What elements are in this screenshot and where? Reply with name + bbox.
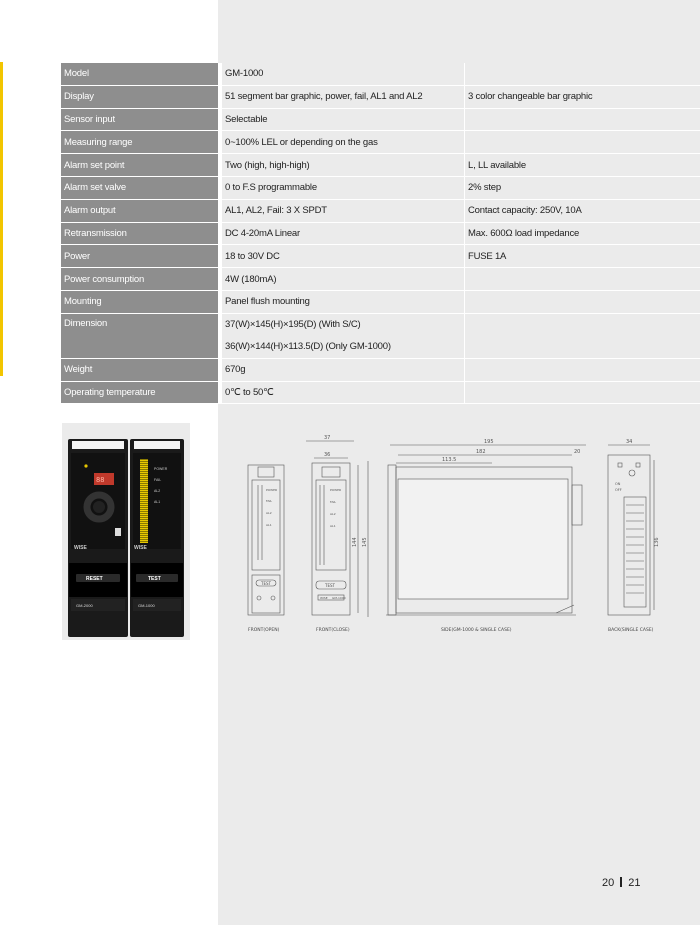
row-value: 18 to 30V DC bbox=[220, 245, 465, 268]
front-close-view bbox=[306, 435, 368, 617]
technical-drawing bbox=[236, 405, 666, 645]
row-label: Power bbox=[61, 245, 220, 268]
row-value bbox=[220, 313, 465, 358]
al2-label-photo: AL2 bbox=[154, 489, 161, 493]
dim-20: 20 bbox=[574, 449, 581, 455]
row-note bbox=[465, 290, 700, 313]
table-row bbox=[61, 381, 700, 404]
row-note bbox=[465, 381, 700, 404]
row-label: Power consumption bbox=[61, 268, 220, 291]
row-value: AL1, AL2, Fail: 3 X SPDT bbox=[220, 199, 465, 222]
al2-label-close: AL2 bbox=[330, 512, 336, 516]
table-row bbox=[61, 85, 700, 108]
power-label-photo: POWER bbox=[154, 467, 168, 471]
al1-label-photo: AL1 bbox=[154, 500, 161, 504]
row-value: 51 segment bar graphic, power, fail, AL1 and AL2 bbox=[220, 85, 465, 108]
row-note bbox=[465, 268, 700, 291]
caption-front-open: FRONT(OPEN) bbox=[248, 628, 280, 633]
test-label-open: TEST bbox=[261, 581, 271, 586]
row-value: 0℃ to 50℃ bbox=[220, 381, 465, 404]
spec-table bbox=[61, 63, 700, 404]
page-separator bbox=[620, 877, 622, 887]
side-view bbox=[386, 439, 586, 615]
svg-text:88: 88 bbox=[96, 476, 105, 484]
fail-label-open: FAIL bbox=[266, 499, 273, 503]
table-row bbox=[61, 290, 700, 313]
row-value: Two (high, high-high) bbox=[220, 154, 465, 177]
table-row bbox=[61, 313, 700, 358]
row-note: L, LL available bbox=[465, 154, 700, 177]
dim-145: 145 bbox=[362, 537, 368, 547]
brand-label-close: WISE bbox=[320, 596, 328, 600]
al2-label-open: AL2 bbox=[266, 511, 272, 515]
row-value: 0~100% LEL or depending on the gas bbox=[220, 131, 465, 154]
power-label-close: POWER bbox=[330, 488, 342, 492]
dim-195: 195 bbox=[484, 439, 494, 445]
page-right: 21 bbox=[628, 877, 641, 889]
dim-34: 34 bbox=[626, 439, 633, 445]
table-row bbox=[61, 358, 700, 381]
row-value: DC 4-20mA Linear bbox=[220, 222, 465, 245]
dimension-line-2: 36(W)×144(H)×113.5(D) (Only GM-1000) bbox=[225, 341, 391, 353]
row-note bbox=[465, 131, 700, 154]
dim-113-5: 113.5 bbox=[442, 457, 457, 463]
row-label: Measuring range bbox=[61, 131, 220, 154]
row-note bbox=[465, 358, 700, 381]
table-row bbox=[61, 199, 700, 222]
dim-36: 36 bbox=[324, 452, 331, 458]
front-open-view bbox=[248, 465, 284, 615]
test-label: TEST bbox=[148, 576, 161, 582]
row-note: FUSE 1A bbox=[465, 245, 700, 268]
model-label-close: GM-1000 bbox=[332, 596, 346, 600]
row-label: Dimension bbox=[61, 313, 220, 358]
row-value: 4W (180mA) bbox=[220, 268, 465, 291]
dim-144: 144 bbox=[352, 537, 358, 547]
page-number bbox=[602, 877, 641, 889]
dim-182: 182 bbox=[476, 449, 486, 455]
caption-side: SIDE(GM-1000 & SINGLE CASE) bbox=[441, 628, 512, 633]
row-label: Sensor input bbox=[61, 108, 220, 131]
row-label: Alarm output bbox=[61, 199, 220, 222]
row-value: Panel flush mounting bbox=[220, 290, 465, 313]
test-label-close: TEST bbox=[325, 583, 335, 588]
dim-37: 37 bbox=[324, 435, 331, 441]
page-left: 20 bbox=[602, 877, 615, 889]
table-row bbox=[61, 268, 700, 291]
row-note: 2% step bbox=[465, 176, 700, 199]
model-label-right: GM-1000 bbox=[138, 603, 155, 608]
row-label: Mounting bbox=[61, 290, 220, 313]
product-photo bbox=[62, 423, 190, 640]
reset-label: RESET bbox=[86, 576, 103, 582]
brand-text-right: WISE bbox=[134, 545, 147, 551]
row-label: Retransmission bbox=[61, 222, 220, 245]
dimension-line-1: 37(W)×145(H)×195(D) (With S/C) bbox=[225, 319, 361, 331]
al1-label-close: AL1 bbox=[330, 524, 336, 528]
row-label: Weight bbox=[61, 358, 220, 381]
fail-label-photo: FAIL bbox=[154, 478, 162, 482]
row-label: Alarm set valve bbox=[61, 176, 220, 199]
dim-136: 136 bbox=[654, 537, 660, 547]
row-value: 0 to F.S programmable bbox=[220, 176, 465, 199]
row-note bbox=[465, 63, 700, 85]
row-note: Contact capacity: 250V, 10A bbox=[465, 199, 700, 222]
row-value: Selectable bbox=[220, 108, 465, 131]
row-label: Model bbox=[61, 63, 220, 85]
caption-front-close: FRONT(CLOSE) bbox=[316, 628, 350, 633]
row-value: GM-1000 bbox=[220, 63, 465, 85]
yellow-accent-bar bbox=[0, 62, 3, 376]
al1-label-open: AL1 bbox=[266, 523, 272, 527]
back-view bbox=[608, 439, 660, 615]
table-row bbox=[61, 176, 700, 199]
row-value: 670g bbox=[220, 358, 465, 381]
table-row bbox=[61, 108, 700, 131]
on-label: ON bbox=[615, 482, 621, 486]
table-row bbox=[61, 63, 700, 85]
row-note: 3 color changeable bar graphic bbox=[465, 85, 700, 108]
table-row bbox=[61, 154, 700, 177]
table-row bbox=[61, 245, 700, 268]
row-note: Max. 600Ω load impedance bbox=[465, 222, 700, 245]
table-row bbox=[61, 131, 700, 154]
table-row bbox=[61, 222, 700, 245]
row-note bbox=[465, 313, 700, 358]
power-label-open: POWER bbox=[266, 488, 278, 492]
fail-label-close: FAIL bbox=[330, 500, 337, 504]
row-label: Operating temperature bbox=[61, 381, 220, 404]
row-label: Alarm set point bbox=[61, 154, 220, 177]
brand-text-left: WISE bbox=[74, 545, 87, 551]
off-label: OFF bbox=[615, 488, 622, 492]
row-note bbox=[465, 108, 700, 131]
model-label-left: GM-2000 bbox=[76, 603, 93, 608]
row-label: Display bbox=[61, 85, 220, 108]
caption-back: BACK(SINGLE CASE) bbox=[608, 628, 654, 633]
